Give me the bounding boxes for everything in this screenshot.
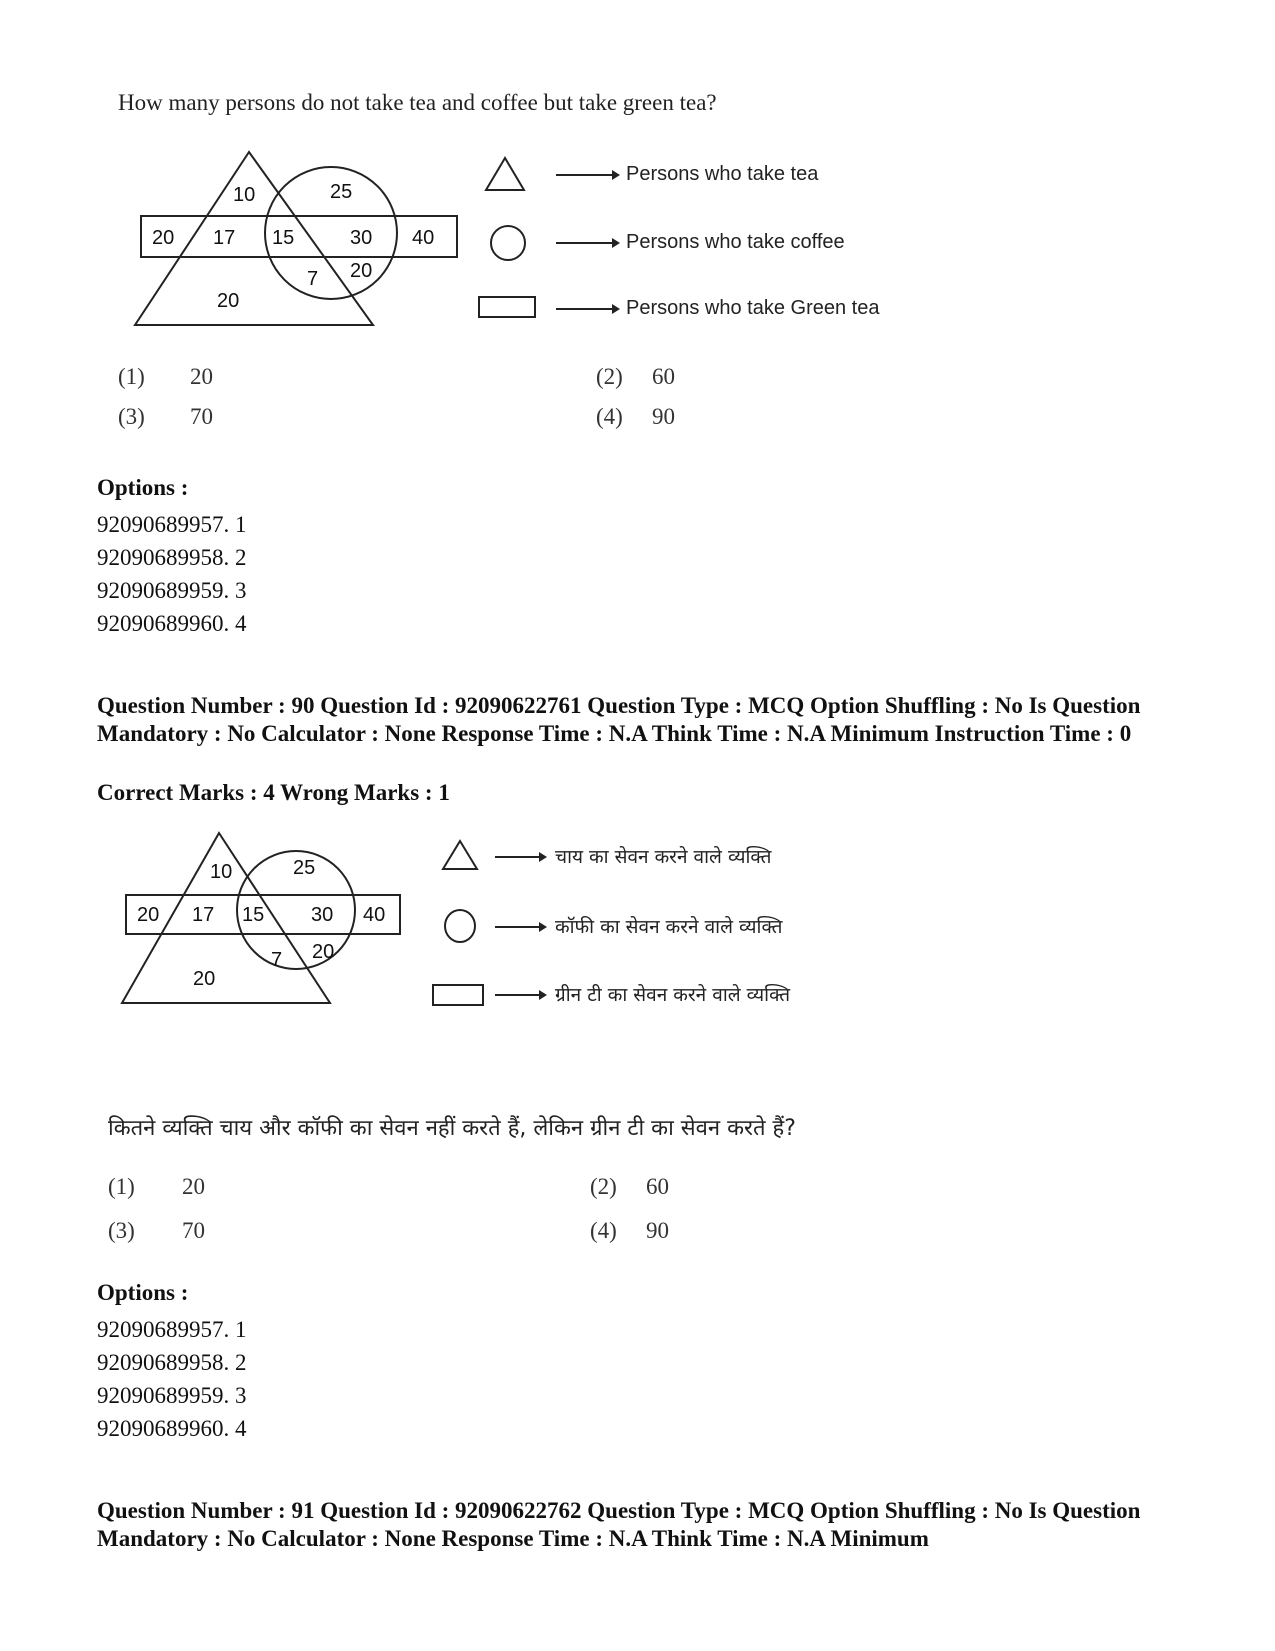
choice-value: 70 bbox=[182, 1218, 205, 1243]
legend-green-tea: Persons who take Green tea bbox=[626, 297, 880, 319]
rectangle-icon bbox=[432, 984, 484, 1006]
choice-number: (3) bbox=[108, 1218, 135, 1243]
venn-value: 25 bbox=[330, 181, 353, 203]
venn-value: 20 bbox=[193, 968, 216, 990]
legend-green-tea: ग्रीन टी का सेवन करने वाले व्यक्ति bbox=[555, 984, 791, 1006]
arrow-icon bbox=[556, 236, 620, 250]
arrow-icon bbox=[495, 988, 547, 1002]
option-item: 92090689960. 4 bbox=[97, 611, 247, 636]
choice-value: 60 bbox=[646, 1174, 669, 1199]
choice-number: (2) bbox=[596, 364, 623, 389]
venn-value: 10 bbox=[233, 184, 256, 206]
choice-value: 60 bbox=[652, 364, 675, 389]
option-item: 92090689958. 2 bbox=[97, 545, 247, 570]
options-heading: Options : bbox=[97, 475, 189, 500]
legend-coffee: Persons who take coffee bbox=[626, 231, 845, 253]
venn-value: 7 bbox=[307, 268, 319, 290]
venn-value: 20 bbox=[152, 227, 175, 249]
venn-value: 20 bbox=[217, 290, 240, 312]
choice-value: 20 bbox=[190, 364, 213, 389]
arrow-icon bbox=[556, 302, 620, 316]
venn-value: 15 bbox=[272, 227, 295, 249]
venn-value: 20 bbox=[350, 260, 373, 282]
venn-value: 30 bbox=[350, 227, 373, 249]
option-item: 92090689959. 3 bbox=[97, 578, 247, 603]
choice-number: (4) bbox=[596, 404, 623, 429]
triangle-icon bbox=[484, 156, 526, 192]
circle-icon bbox=[489, 224, 527, 262]
circle-icon bbox=[443, 908, 477, 944]
venn-value: 17 bbox=[213, 227, 236, 249]
venn-value: 30 bbox=[311, 904, 334, 926]
venn-value: 40 bbox=[412, 227, 435, 249]
venn-value: 17 bbox=[192, 904, 215, 926]
arrow-icon bbox=[556, 168, 620, 182]
choice-number: (4) bbox=[590, 1218, 617, 1243]
rectangle-icon bbox=[478, 296, 536, 318]
choice-value: 90 bbox=[646, 1218, 669, 1243]
question-meta: Question Number : 90 Question Id : 92090622761 Question Type : MCQ Option Shuffling : No Is Question Mandatory : No Calculator : None Response Time : N.A Think Time : N.A Minimum Instruction Time : 0 bbox=[97, 693, 1141, 746]
arrow-icon bbox=[495, 850, 547, 864]
legend-coffee: कॉफी का सेवन करने वाले व्यक्ति bbox=[555, 916, 783, 938]
option-item: 92090689957. 1 bbox=[97, 512, 247, 537]
venn-diagram bbox=[0, 0, 420, 1020]
triangle-icon bbox=[441, 839, 479, 871]
venn-value: 15 bbox=[242, 904, 265, 926]
venn-value: 7 bbox=[271, 949, 283, 971]
choice-number: (1) bbox=[118, 364, 145, 389]
legend-tea: Persons who take tea bbox=[626, 163, 819, 185]
choice-number: (3) bbox=[118, 404, 145, 429]
option-item: 92090689959. 3 bbox=[97, 1383, 247, 1408]
choice-value: 20 bbox=[182, 1174, 205, 1199]
legend-tea: चाय का सेवन करने वाले व्यक्ति bbox=[555, 846, 772, 868]
options-heading: Options : bbox=[97, 1280, 189, 1305]
venn-value: 20 bbox=[312, 941, 335, 963]
choice-number: (2) bbox=[590, 1174, 617, 1199]
venn-value: 40 bbox=[363, 904, 386, 926]
options-list bbox=[97, 1313, 247, 1445]
choice-number: (1) bbox=[108, 1174, 135, 1199]
choice-value: 70 bbox=[190, 404, 213, 429]
arrow-icon bbox=[495, 920, 547, 934]
question-meta: Question Number : 91 Question Id : 92090622762 Question Type : MCQ Option Shuffling : No Is Question Mandatory : No Calculator : None Response Time : N.A Think Time : N.A Minimum bbox=[97, 1498, 1141, 1551]
question-marks: Correct Marks : 4 Wrong Marks : 1 bbox=[97, 780, 450, 805]
option-item: 92090689960. 4 bbox=[97, 1416, 247, 1441]
choice-value: 90 bbox=[652, 404, 675, 429]
venn-value: 25 bbox=[293, 857, 316, 879]
venn-value: 10 bbox=[210, 861, 233, 883]
option-item: 92090689957. 1 bbox=[97, 1317, 247, 1342]
question-text: कितने व्यक्ति चाय और कॉफी का सेवन नहीं करते हैं, लेकिन ग्रीन टी का सेवन करते हैं? bbox=[108, 1116, 796, 1141]
question-text: How many persons do not take tea and coffee but take green tea? bbox=[118, 90, 717, 115]
venn-value: 20 bbox=[137, 904, 160, 926]
option-item: 92090689958. 2 bbox=[97, 1350, 247, 1375]
